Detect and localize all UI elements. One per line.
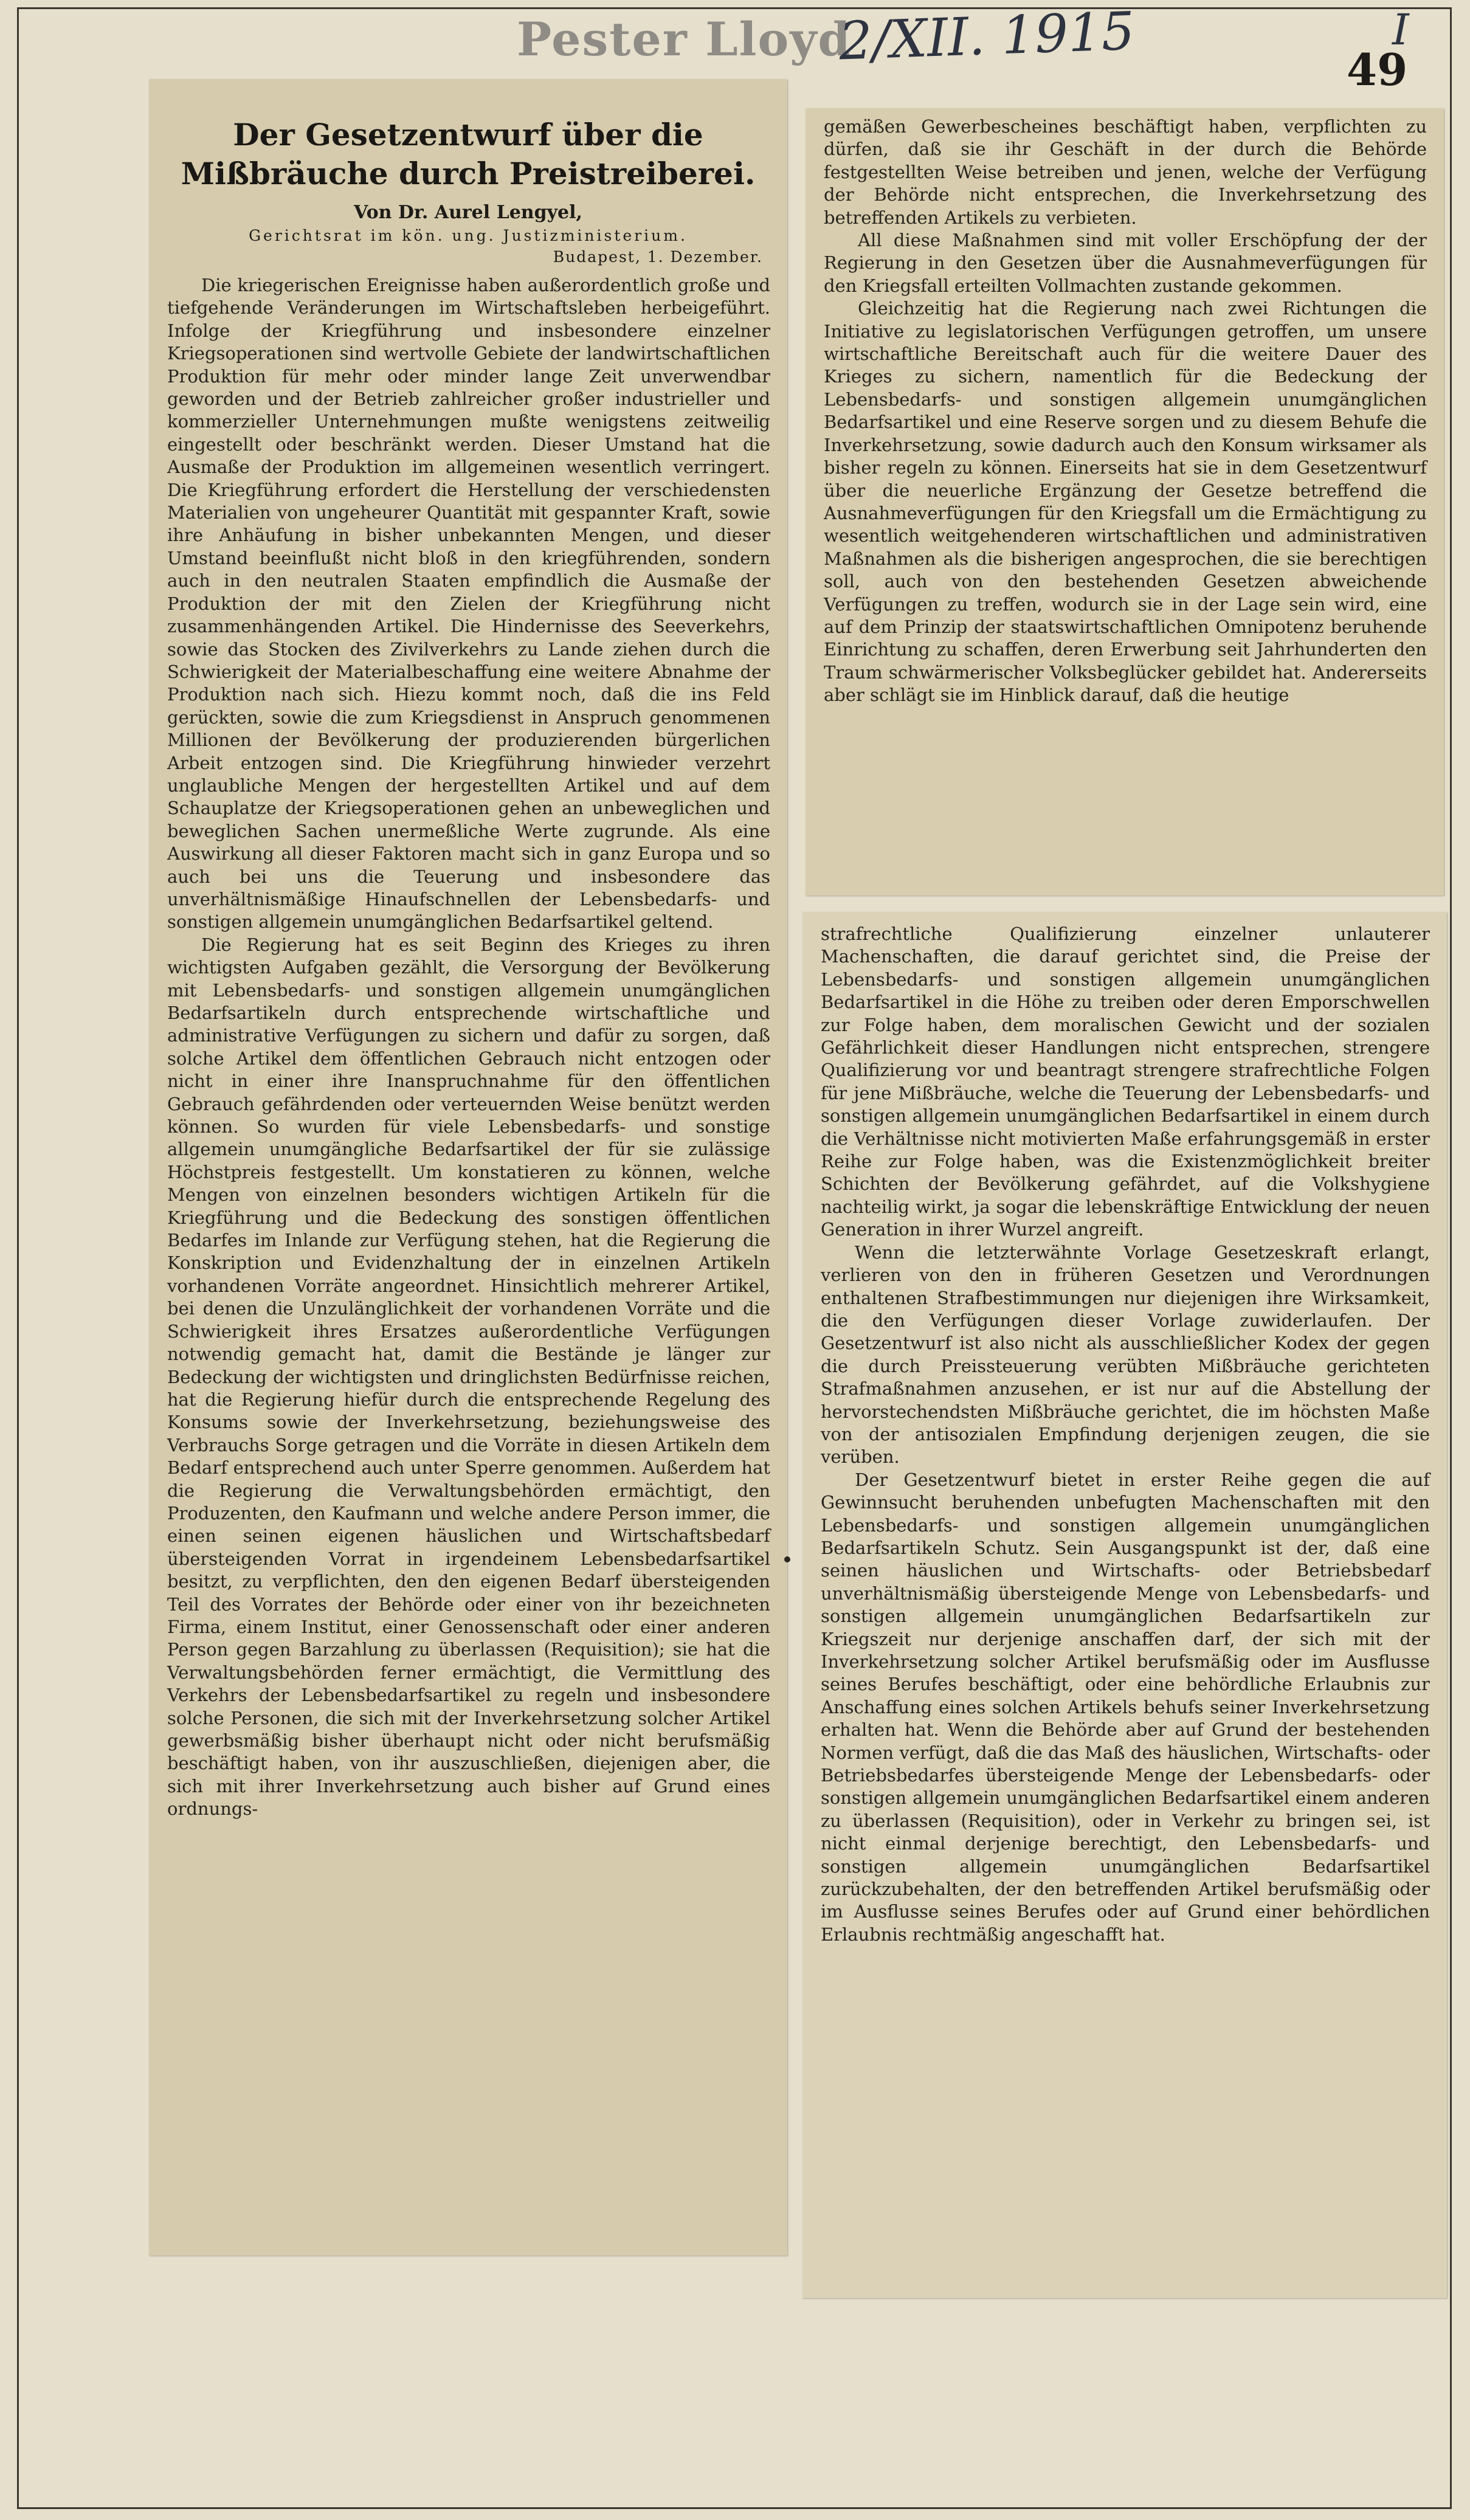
left-column-text [167,274,770,1821]
pin-hole [784,1556,790,1562]
clipping-left-column [149,79,787,2256]
author-position: Gerichtsrat im kön. ung. Justizministerium. [249,227,688,244]
paragraph: All diese Maßnahmen sind mit voller Erschöpfung der der Regierung in den Gesetzen über die Ausnahmeverfügungen für den Kriegsfall erteilten Vollmachten zustande gekommen. [824,230,1427,296]
clipping-right-top [806,108,1444,896]
paragraph: Die Regierung hat es seit Beginn des Krieges zu ihren wichtigsten Aufgaben gezählt, die Versorgung der Bevölkerung mit Lebensbedarfs- und sonstigen allgemein unumgänglichen Bedarfsartikeln durch entsprechende wirtschaftliche und administrative Verfügungen zu sichern und dafür zu sorgen, daß solche Artikel dem öffentlichen Gebrauch nicht entzogen oder nicht in einer ihre Inanspruchnahme für den öffentlichen Gebrauch gefährdenden oder verteuernden Weise benützt werden können. So wurden für viele Lebensbedarfs- und sonstige allgemein unumgängliche Bedarfsartikel der für sie zulässige Höchstpreis festgestellt. Um konstatieren zu können, welche Mengen von einzelnen besonders wichtigen Artikeln für die Kriegführung und die Bedeckung des sonstigen öffentlichen Bedarfes im Inlande zur Verfügung stehen, hat die Regierung die Konskription und Evidenzhaltung der in einzelnen Artikeln vorhandenen Vorräte angeordnet. Hinsichtlich mehrerer Artikel, bei denen die Unzulänglichkeit der vorhandenen Vorräte und die Schwierigkeit ihres Ersatzes außerordentliche Verfügungen notwendig gemacht hat, damit die Bestände je länger zur Bedeckung der wichtigsten und dringlichsten Bedürfnisse reichen, hat die Regierung hiefür durch die entsprechende Regelung des Konsums sowie der Inverkehrsetzung, beziehungsweise des Verbrauchs Sorge getragen und die Vorräte in diesen Artikeln dem Bedarf entsprechend auch unter Sperre genommen. Außerdem hat die Regierung die Verwaltungsbehörden ermächtigt, den Produzenten, den Kaufmann und welche andere Person immer, die einen seinen eigenen häuslichen und Wirtschaftsbedarf übersteigenden Vorrat in irgendeinem Lebensbedarfsartikel besitzt, zu verpflichten, den den eigenen Bedarf übersteigenden Teil des Vorrates der Behörde oder einer von ihr bezeichneten Firma, einem Institut, einer Genossenschaft oder einer anderen Person gegen Barzahlung zu überlassen (Requisition); sie hat die Verwaltungsbehörden ferner ermächtigt, die Vermittlung des Verkehrs der Lebensbedarfsartikel zu regeln und insbesondere solche Personen, die sich mit der Inverkehrsetzung solcher Artikel gewerbsmäßig bisher überhaupt nicht oder nicht berufsmäßig beschäftigt haben, von ihr auszuschließen, diejenigen aber, die sich mit ihrer Inverkehrsetzung auch bisher auf Grund eines ordnungs- [167,934,770,1820]
newspaper-stamp: Pester Lloyd [517,12,852,66]
handwritten-roman-numeral: I [1392,5,1409,55]
article-dateline: Budapest, 1. Dezember. [553,248,763,266]
page-number: 49 [1347,44,1408,95]
paragraph: Die kriegerischen Ereignisse haben außerordentlich große und tiefgehende Veränderungen im Wirtschaftsleben herbeigeführt. Infolge der Kriegführung und insbesondere einzelner Kriegsoperationen sind wertvolle Gebiete der landwirtschaftlichen Produktion für mehr oder minder lange Zeit unverwendbar geworden und der Betrieb zahlreicher großer industrieller und kommerzieller Unternehmungen mußte wenigstens zeitweilig eingestellt oder beschränkt werden. Dieser Umstand hat die Ausmaße der Produktion im allgemeinen wesentlich verringert. Die Kriegführung erfordert die Herstellung der verschiedensten Materialien von ungeheurer Quantität mit gespannter Kraft, sowie ihre Anhäufung in bisher unbekannten Mengen, und dieser Umstand beeinflußt nicht bloß in den kriegführenden, sondern auch in den neutralen Staaten empfindlich die Ausmaße der Produktion der mit den Zielen der Kriegführung nicht zusammenhängenden Artikel. Die Hindernisse des Seeverkehrs, sowie das Stocken des Zivilverkehrs zu Lande ziehen durch die Schwierigkeit der Materialbeschaffung eine weitere Abnahme der Produktion nach sich. Hiezu kommt noch, daß die ins Feld gerückten, sowie die zum Kriegsdienst in Anspruch genommenen Millionen der Bevölkerung der produzierenden bürgerlichen Arbeit entzogen sind. Die Kriegführung hinwieder verzehrt unglaubliche Mengen der hergestellten Artikel und auf dem Schauplatze der Kriegsoperationen gehen an unbeweglichen und beweglichen Sachen unermeßliche Werte zugrunde. Als eine Auswirkung all dieser Faktoren macht sich in ganz Europa und so auch bei uns die Teuerung und insbesondere das unverhältnismäßige Hinaufschnellen der Lebensbedarfs- und sonstigen allgemein unumgänglichen Bedarfsartikel geltend. [167,275,770,933]
right-bottom-text [821,923,1430,1946]
handwritten-date: 2/XII. 1915 [838,1,1136,72]
paragraph: Gleichzeitig hat die Regierung nach zwei Richtungen die Initiative zu legislatorischen Verfügungen getroffen, um unsere wirtschaftliche Bereitschaft auch für die weitere Dauer des Krieges zu sichern, namentlich für die Bedeckung der Lebensbedarfs- und sonstigen allgemein unumgänglichen Bedarfsartikel und eine Reserve sorgen und zu diesem Behufe die Inverkehrsetzung, sowie dadurch auch den Konsum wirksamer als bisher regeln zu können. Einerseits hat sie in dem Gesetzentwurf über die neuerliche Ergänzung der Gesetze betreffend die Ausnahmeverfügungen für den Kriegsfall um die Ermächtigung zu wesentlich weitgehenderen wirtschaftlichen und administrativen Maßnahmen als die bisherigen angesprochen, die sie berechtigen soll, auch von den bestehenden Gesetzen abweichende Verfügungen zu treffen, wodurch sie in der Lage sein wird, eine auf dem Prinzip der staatswirtschaftlichen Omnipotenz beruhende Einrichtung zu schaffen, deren Erwerbung seit Jahrhunderten den Traum schwärmerischer Volksbeglücker gebildet hat. Andererseits aber schlägt sie im Hinblick darauf, daß die heutige [824,298,1427,706]
right-top-text [824,116,1427,707]
paragraph: strafrechtliche Qualifizierung einzelner unlauterer Machenschaften, die darauf gerichtet sind, die Preise der Lebensbedarfs- und sonstigen allgemein unumgänglichen Bedarfsartikel in die Höhe zu treiben oder deren Emporschwellen zur Folge haben, dem moralischen Gewicht und der sozialen Gefährlichkeit dieser Handlungen nicht entsprechen, strengere Qualifizierung vor und beantragt strengere strafrechtliche Folgen für jene Mißbräuche, welche die Teuerung der Lebensbedarfs- und sonstigen allgemein unumgänglichen Bedarfsartikel in einem durch die Verhältnisse nicht motivierten Maße erfahrungsgemäß in erster Reihe zur Folge haben, was die Existenzmöglichkeit breiter Schichten der Bevölkerung gefährdet, auf die Volkshygiene nachteilig wirkt, ja sogar die lebenskräftige Entwicklung der neuen Generation in ihrer Wurzel angreift. [821,923,1430,1240]
article-headline: Der Gesetzentwurf über die Mißbräuche durch Preistreiberei. [181,117,756,192]
paragraph: gemäßen Gewerbescheines beschäftigt haben, verpflichten zu dürfen, daß sie ihr Geschäft in der durch die Behörde festgestellten Weise betreiben und jenen, welche der Verfügung der Behörde nicht entsprechen, die Inverkehrsetzung des betreffenden Artikels zu verbieten. [824,116,1427,228]
clipping-right-bottom [802,912,1447,2298]
paragraph: Der Gesetzentwurf bietet in erster Reihe gegen die auf Gewinnsucht beruhenden unbefugten Machenschaften mit den Lebensbedarfs- und sonstigen allgemein unumgänglichen Bedarfsartikeln Schutz. Sein Ausgangspunkt ist der, daß eine seinen häuslichen und Wirtschafts- oder Betriebsbedarf unverhältnismäßig übersteigende Menge von Lebensbedarfs- und sonstigen allgemein unumgänglichen Bedarfsartikeln zur Kriegszeit nur derjenige anschaffen darf, der sich mit der Inverkehrsetzung solcher Artikel berufsmäßig oder im Ausflusse seines Berufes beschäftigt, oder eine behördliche Erlaubnis zur Anschaffung eines solchen Artikels behufs seiner Inverkehrsetzung erhalten hat. Wenn die Behörde aber auf Grund der bestehenden Normen verfügt, daß die das Maß des häuslichen, Wirtschafts- oder Betriebsbedarfes übersteigende Menge der Lebensbedarfs- oder sonstigen allgemein unumgänglichen Bedarfsartikel einem anderen zu überlassen (Requisition), oder in Verkehr zu bringen sei, ist nicht einmal derjenige berechtigt, den Lebensbedarfs- und sonstigen allgemein unumgänglichen Bedarfsartikel zurückzubehalten, der den betreffenden Artikel berufsmäßig oder im Ausflusse seines Berufes oder auf Grund einer behördlichen Erlaubnis rechtmäßig angeschafft hat. [821,1469,1430,1945]
paragraph: Wenn die letzterwähnte Vorlage Gesetzeskraft erlangt, verlieren von den in früheren Gesetzen und Verordnungen enthaltenen Strafbestimmungen nur diejenigen ihre Wirksamkeit, die den Verfügungen dieser Vorlage zuwiderlaufen. Der Gesetzentwurf ist also nicht als ausschließlicher Kodex der gegen die durch Preissteuerung verübten Mißbräuche gerichteten Strafmaßnahmen anzusehen, er ist nur auf die Abstellung der hervorstechendsten Mißbräuche gerichtet, die im höchsten Maße von der antisozialen Empfindung derjenigen zeugen, die sie verüben. [821,1241,1430,1468]
article-byline: Von Dr. Aurel Lengyel, [354,202,582,223]
